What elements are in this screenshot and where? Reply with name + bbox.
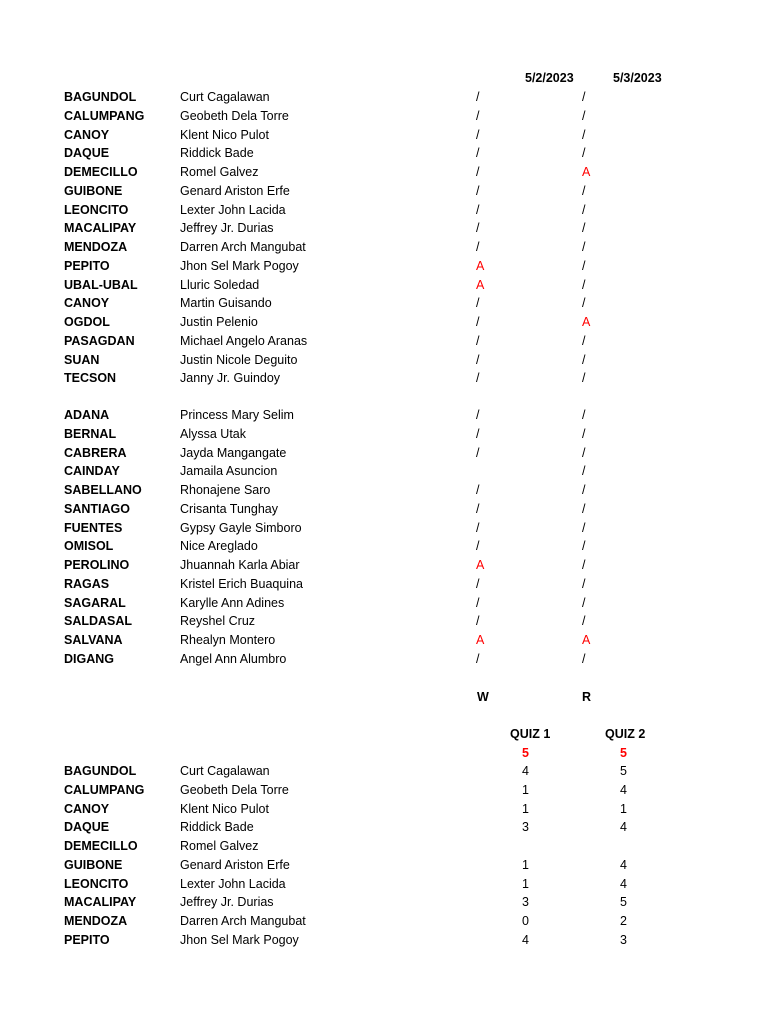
mark-day1-cell: /: [476, 595, 480, 610]
quiz1-score-cell: 3: [522, 820, 529, 835]
surname-cell: PEPITO: [64, 258, 110, 273]
quiz-row: [0, 781, 768, 799]
given-name-cell: Kristel Erich Buaquina: [180, 576, 303, 591]
mark-day1-cell: /: [476, 127, 480, 142]
quiz1-score-cell: 1: [522, 876, 529, 891]
quiz-header-2: QUIZ 2: [605, 727, 646, 741]
given-name-cell: Nice Areglado: [180, 539, 258, 554]
quiz-max-1: 5: [522, 746, 529, 760]
day-letter-2: R: [582, 690, 592, 704]
given-name-cell: Jeffrey Jr. Durias: [180, 895, 274, 910]
mark-day1-cell: /: [476, 483, 480, 497]
attendance-row: [0, 144, 768, 162]
date-header-1: 5/2/2023: [525, 71, 574, 85]
surname-cell: CANOY: [64, 801, 110, 816]
quiz2-score-cell: 4: [620, 857, 627, 872]
given-name-cell: Crisanta Tunghay: [180, 501, 278, 516]
mark-day2-cell: /: [582, 352, 586, 367]
mark-day1-cell: /: [476, 576, 480, 591]
mark-day2-cell: /: [582, 333, 586, 348]
attendance-row: [0, 462, 768, 480]
quiz2-score-cell: 5: [620, 895, 627, 910]
surname-cell: ADANA: [64, 408, 110, 422]
mark-day1-cell: /: [476, 520, 480, 535]
attendance-row: [0, 88, 768, 106]
mark-day2-cell: /: [582, 127, 586, 142]
surname-cell: PEPITO: [64, 932, 110, 947]
mark-day2-cell: /: [582, 108, 586, 123]
quiz1-score-cell: 1: [522, 782, 529, 797]
surname-cell: DAQUE: [64, 146, 110, 161]
quiz2-score-cell: 3: [620, 932, 627, 947]
attendance-row: [0, 182, 768, 200]
date-header-2: 5/3/2023: [613, 71, 662, 85]
given-name-cell: Justin Nicole Deguito: [180, 352, 298, 367]
mark-day2-cell: /: [582, 221, 586, 236]
surname-cell: SALDASAL: [64, 614, 133, 629]
quiz1-score-cell: 1: [522, 857, 529, 872]
quiz2-score-cell: 1: [620, 801, 627, 816]
mark-day1-cell: /: [476, 165, 480, 179]
given-name-cell: Princess Mary Selim: [180, 408, 294, 422]
surname-cell: GUIBONE: [64, 857, 123, 872]
quiz2-score-cell: 4: [620, 820, 627, 835]
quiz-row: [0, 912, 768, 930]
mark-day1-cell: A: [476, 258, 485, 273]
mark-day2-cell: /: [582, 371, 586, 386]
surname-cell: SAGARAL: [64, 595, 126, 610]
mark-day1-cell: /: [476, 146, 480, 161]
attendance-row: [0, 444, 768, 462]
mark-day1-cell: /: [476, 408, 480, 422]
surname-cell: LEONCITO: [64, 202, 129, 217]
mark-day1-cell: /: [476, 183, 480, 198]
day-letter-1: W: [477, 690, 489, 704]
given-name-cell: Martin Guisando: [180, 296, 272, 311]
surname-cell: CAINDAY: [64, 464, 120, 479]
surname-cell: FUENTES: [64, 520, 123, 535]
mark-day1-cell: /: [476, 614, 480, 629]
given-name-cell: Curt Cagalawan: [180, 90, 270, 104]
quiz2-score-cell: 4: [620, 782, 627, 797]
given-name-cell: Alyssa Utak: [180, 426, 246, 441]
quiz-row: [0, 800, 768, 818]
mark-day2-cell: /: [582, 464, 586, 479]
mark-day2-cell: /: [582, 576, 586, 591]
given-name-cell: Darren Arch Mangubat: [180, 240, 306, 254]
attendance-row: [0, 594, 768, 612]
surname-cell: UBAL-UBAL: [64, 277, 138, 292]
mark-day2-cell: A: [582, 315, 591, 329]
surname-cell: GUIBONE: [64, 183, 123, 198]
given-name-cell: Janny Jr. Guindoy: [180, 371, 281, 386]
attendance-row: [0, 238, 768, 256]
attendance-row: [0, 201, 768, 219]
mark-day2-cell: /: [582, 296, 586, 311]
given-name-cell: Jhon Sel Mark Pogoy: [180, 932, 299, 947]
quiz-row: [0, 837, 768, 855]
attendance-row: [0, 294, 768, 312]
quiz-row: [0, 931, 768, 949]
attendance-row: [0, 163, 768, 181]
surname-cell: DIGANG: [64, 651, 114, 666]
surname-cell: MENDOZA: [64, 914, 128, 928]
attendance-row: [0, 612, 768, 630]
given-name-cell: Genard Ariston Erfe: [180, 857, 290, 872]
given-name-cell: Karylle Ann Adines: [180, 595, 285, 610]
mark-day2-cell: /: [582, 183, 586, 198]
mark-day1-cell: /: [476, 371, 480, 386]
mark-day1-cell: /: [476, 333, 480, 348]
surname-cell: PASAGDAN: [64, 333, 135, 348]
surname-cell: RAGAS: [64, 576, 110, 591]
attendance-row: [0, 107, 768, 125]
given-name-cell: Jamaila Asuncion: [180, 464, 278, 479]
given-name-cell: Geobeth Dela Torre: [180, 108, 289, 123]
surname-cell: OMISOL: [64, 539, 114, 554]
given-name-cell: Darren Arch Mangubat: [180, 914, 306, 928]
given-name-cell: Lexter John Lacida: [180, 876, 286, 891]
quiz1-score-cell: 0: [522, 914, 529, 928]
attendance-row: [0, 219, 768, 237]
mark-day2-cell: /: [582, 614, 586, 629]
mark-day2-cell: /: [582, 445, 586, 460]
surname-cell: DEMECILLO: [64, 839, 138, 853]
attendance-row: [0, 332, 768, 350]
date-header-row: [0, 69, 768, 87]
given-name-cell: Klent Nico Pulot: [180, 801, 269, 816]
given-name-cell: Geobeth Dela Torre: [180, 782, 289, 797]
mark-day1-cell: /: [476, 539, 480, 554]
given-name-cell: Jeffrey Jr. Durias: [180, 221, 274, 236]
mark-day2-cell: /: [582, 277, 586, 292]
given-name-cell: Genard Ariston Erfe: [180, 183, 290, 198]
mark-day2-cell: /: [582, 539, 586, 554]
quiz2-score-cell: 2: [620, 914, 627, 928]
surname-cell: MACALIPAY: [64, 221, 137, 236]
quiz-header-row: [0, 725, 768, 743]
attendance-row: [0, 537, 768, 555]
attendance-row: [0, 519, 768, 537]
mark-day1-cell: /: [476, 108, 480, 123]
surname-cell: TECSON: [64, 371, 117, 386]
attendance-row: [0, 126, 768, 144]
given-name-cell: Curt Cagalawan: [180, 764, 270, 778]
mark-day2-cell: /: [582, 202, 586, 217]
quiz2-score-cell: 4: [620, 876, 627, 891]
mark-day1-cell: /: [476, 90, 480, 104]
surname-cell: BERNAL: [64, 426, 117, 441]
mark-day1-cell: /: [476, 221, 480, 236]
attendance-row: [0, 313, 768, 331]
given-name-cell: Riddick Bade: [180, 146, 254, 161]
quiz1-score-cell: 1: [522, 801, 529, 816]
mark-day1-cell: /: [476, 352, 480, 367]
given-name-cell: Angel Ann Alumbro: [180, 651, 287, 666]
surname-cell: DAQUE: [64, 820, 110, 835]
surname-cell: BAGUNDOL: [64, 90, 137, 104]
attendance-row: [0, 631, 768, 649]
surname-cell: SUAN: [64, 352, 100, 367]
surname-cell: MACALIPAY: [64, 895, 137, 910]
quiz-max-2: 5: [620, 746, 627, 760]
given-name-cell: Lluric Soledad: [180, 277, 260, 292]
surname-cell: OGDOL: [64, 315, 110, 329]
surname-cell: SABELLANO: [64, 483, 142, 497]
surname-cell: PEROLINO: [64, 558, 130, 572]
surname-cell: CALUMPANG: [64, 782, 145, 797]
mark-day2-cell: /: [582, 146, 586, 161]
mark-day2-cell: /: [582, 595, 586, 610]
attendance-row: [0, 481, 768, 499]
surname-cell: SALVANA: [64, 633, 123, 647]
attendance-row: [0, 406, 768, 424]
mark-day1-cell: A: [476, 633, 485, 647]
mark-day2-cell: A: [582, 165, 591, 179]
surname-cell: MENDOZA: [64, 240, 128, 254]
quiz1-score-cell: 3: [522, 895, 529, 910]
quiz-row: [0, 762, 768, 780]
surname-cell: DEMECILLO: [64, 165, 138, 179]
mark-day1-cell: A: [476, 277, 485, 292]
given-name-cell: Lexter John Lacida: [180, 202, 286, 217]
mark-day2-cell: /: [582, 258, 586, 273]
mark-day1-cell: /: [476, 315, 480, 329]
mark-day2-cell: /: [582, 520, 586, 535]
given-name-cell: Rhonajene Saro: [180, 483, 271, 497]
given-name-cell: Jayda Mangangate: [180, 445, 287, 460]
given-name-cell: Michael Angelo Aranas: [180, 333, 308, 348]
mark-day1-cell: /: [476, 202, 480, 217]
quiz-row: [0, 875, 768, 893]
given-name-cell: Riddick Bade: [180, 820, 254, 835]
mark-day2-cell: /: [582, 558, 586, 572]
quiz2-score-cell: 5: [620, 764, 627, 778]
surname-cell: CALUMPANG: [64, 108, 145, 123]
attendance-row: [0, 276, 768, 294]
given-name-cell: Klent Nico Pulot: [180, 127, 269, 142]
mark-day2-cell: /: [582, 483, 586, 497]
mark-day2-cell: /: [582, 240, 586, 254]
attendance-row: [0, 500, 768, 518]
given-name-cell: Rhealyn Montero: [180, 633, 276, 647]
surname-cell: BAGUNDOL: [64, 764, 137, 778]
mark-day1-cell: /: [476, 445, 480, 460]
surname-cell: SANTIAGO: [64, 501, 130, 516]
quiz1-score-cell: 4: [522, 932, 529, 947]
mark-day1-cell: /: [476, 426, 480, 441]
attendance-row: [0, 257, 768, 275]
given-name-cell: Reyshel Cruz: [180, 614, 256, 629]
quiz1-score-cell: 4: [522, 764, 529, 778]
quiz-max-row: [0, 744, 768, 762]
mark-day2-cell: /: [582, 501, 586, 516]
surname-cell: CANOY: [64, 127, 110, 142]
given-name-cell: Jhon Sel Mark Pogoy: [180, 258, 299, 273]
given-name-cell: Justin Pelenio: [180, 315, 258, 329]
attendance-row: [0, 425, 768, 443]
quiz-row: [0, 893, 768, 911]
surname-cell: CABRERA: [64, 445, 127, 460]
attendance-row: [0, 556, 768, 574]
quiz-row: [0, 856, 768, 874]
mark-day2-cell: /: [582, 426, 586, 441]
quiz-header-1: QUIZ 1: [510, 727, 551, 741]
mark-day2-cell: A: [582, 633, 591, 647]
given-name-cell: Gypsy Gayle Simboro: [180, 520, 302, 535]
mark-day2-cell: /: [582, 408, 586, 422]
mark-day1-cell: /: [476, 501, 480, 516]
surname-cell: CANOY: [64, 296, 110, 311]
given-name-cell: Romel Galvez: [180, 839, 259, 853]
mark-day1-cell: /: [476, 651, 480, 666]
quiz-row: [0, 818, 768, 836]
attendance-row: [0, 351, 768, 369]
mark-day2-cell: /: [582, 651, 586, 666]
mark-day1-cell: /: [476, 296, 480, 311]
mark-day1-cell: A: [476, 558, 485, 572]
mark-day2-cell: /: [582, 90, 586, 104]
attendance-row: [0, 575, 768, 593]
attendance-row: [0, 369, 768, 387]
given-name-cell: Romel Galvez: [180, 165, 259, 179]
day-letter-row: [0, 688, 768, 706]
mark-day1-cell: /: [476, 240, 480, 254]
attendance-row: [0, 650, 768, 668]
surname-cell: LEONCITO: [64, 876, 129, 891]
given-name-cell: Jhuannah Karla Abiar: [180, 558, 300, 572]
